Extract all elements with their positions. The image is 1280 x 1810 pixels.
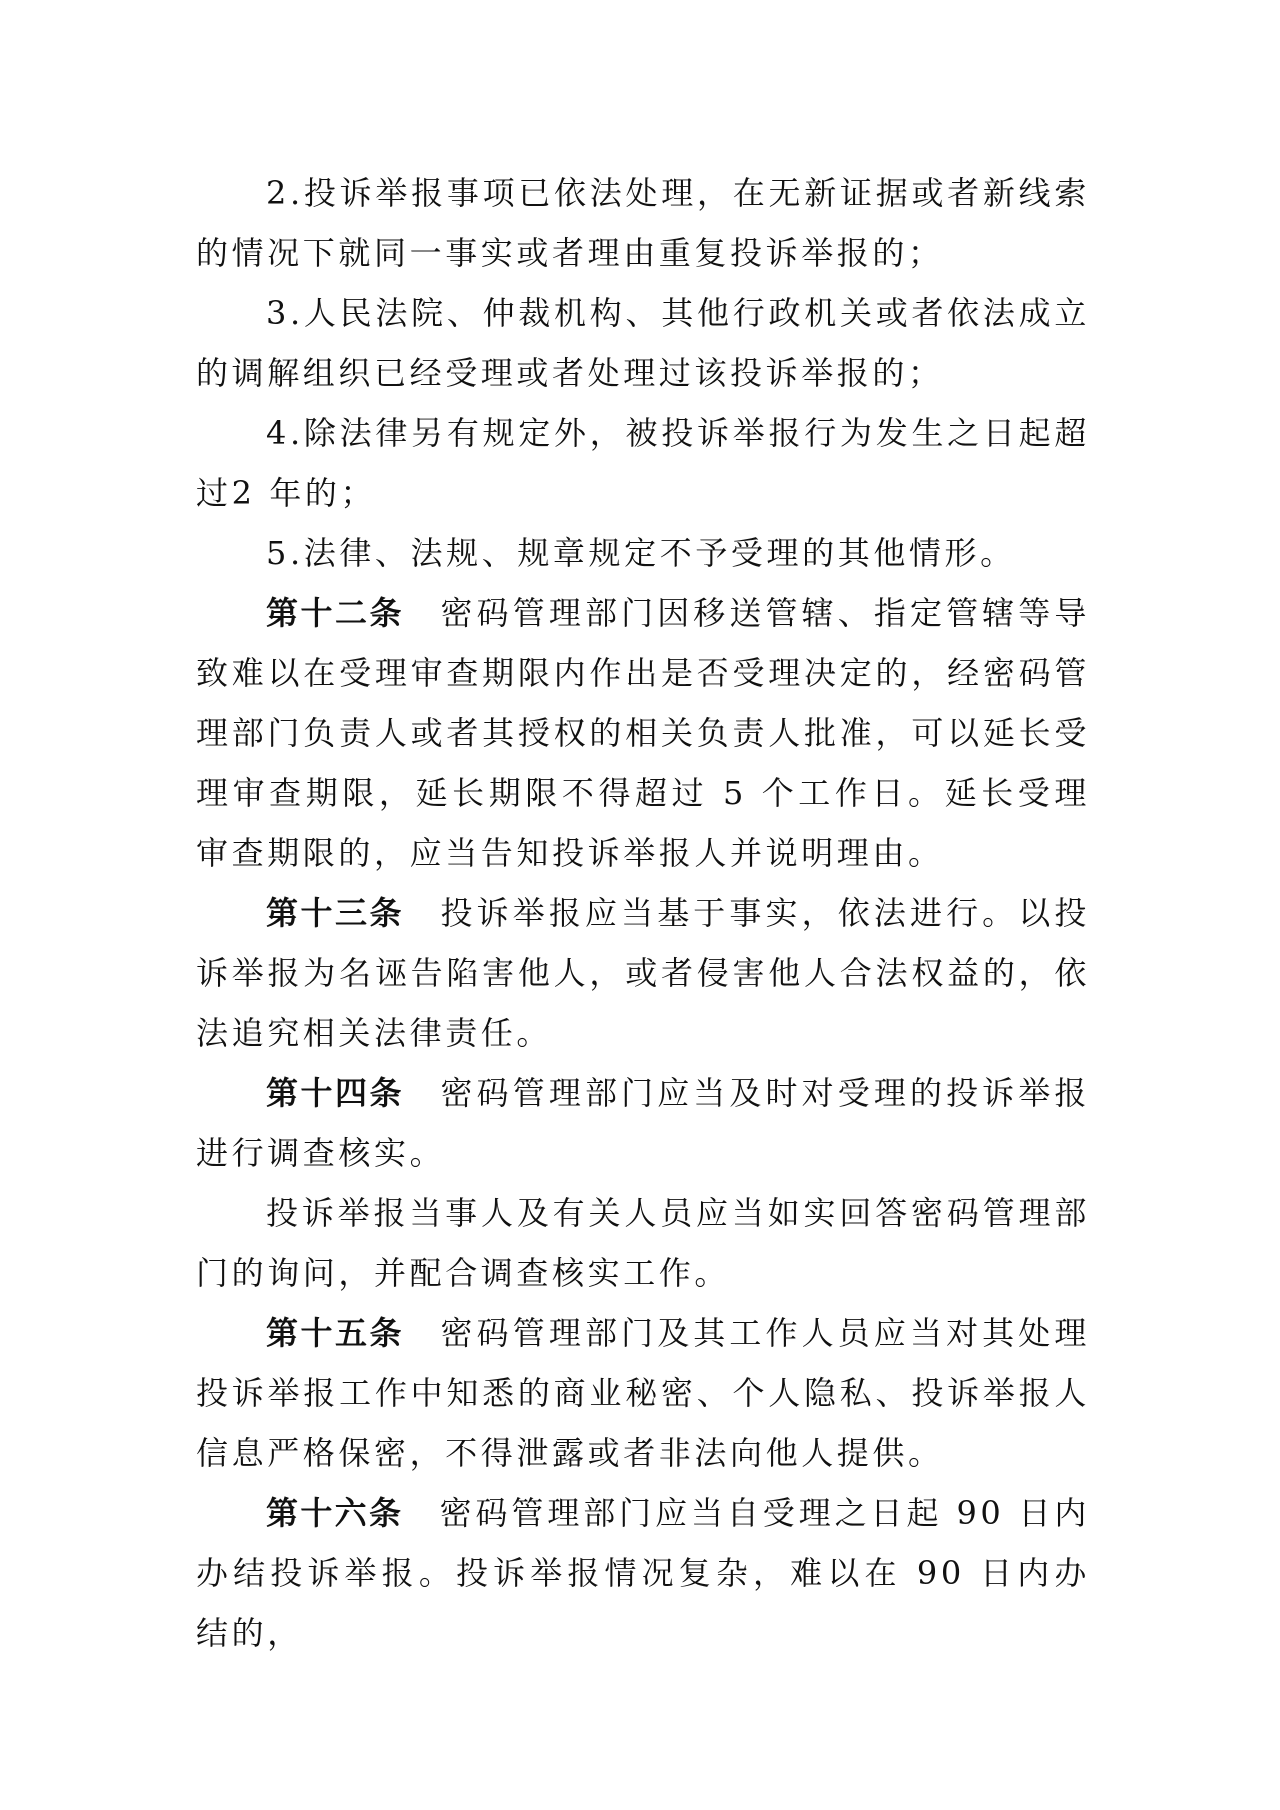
- article-13-body: 投诉举报应当基于事实，依法进行。以投诉举报为名诬告陷害他人，或者侵害他人合法权益的，依法追究相关法律责任。: [196, 894, 1090, 1052]
- article-14-title: 第十四条: [266, 1074, 405, 1112]
- article-13-title: 第十三条: [266, 894, 405, 932]
- article-15-body: 密码管理部门及其工作人员应当对其处理投诉举报工作中知悉的商业秘密、个人隐私、投诉举报人信息严格保密，不得泄露或者非法向他人提供。: [196, 1314, 1090, 1472]
- article-13: [196, 883, 1090, 1063]
- article-16-body: 密码管理部门应当自受理之日起 90 日内办结投诉举报。投诉举报情况复杂，难以在 90 日内办结的，: [196, 1494, 1090, 1652]
- list-item-3: 3.人民法院、仲裁机构、其他行政机关或者依法成立的调解组织已经受理或者处理过该投诉举报的；: [196, 294, 1090, 392]
- document-page: [196, 163, 1090, 1663]
- article-15: [196, 1303, 1090, 1483]
- list-item-4: 4.除法律另有规定外，被投诉举报行为发生之日起超过2 年的；: [196, 414, 1090, 512]
- article-12-body: 密码管理部门因移送管辖、指定管辖等导致难以在受理审查期限内作出是否受理决定的，经密码管理部门负责人或者其授权的相关负责人批准，可以延长受理审查期限，延长期限不得超过 5 个工作日。延长受理审查期限的，应当告知投诉举报人并说明理由。: [196, 594, 1090, 872]
- article-14: [196, 1063, 1090, 1183]
- article-16: [196, 1483, 1090, 1663]
- article-15-title: 第十五条: [266, 1314, 405, 1352]
- article-14-paragraph-2: 投诉举报当事人及有关人员应当如实回答密码管理部门的询问，并配合调查核实工作。: [196, 1194, 1090, 1292]
- article-12-title: 第十二条: [266, 594, 405, 632]
- article-12: [196, 583, 1090, 883]
- list-item-5: 5.法律、法规、规章规定不予受理的其他情形。: [266, 534, 1016, 572]
- article-14-body: 密码管理部门应当及时对受理的投诉举报进行调查核实。: [196, 1074, 1090, 1172]
- article-16-title: 第十六条: [266, 1494, 404, 1532]
- list-item-2: 2.投诉举报事项已依法处理，在无新证据或者新线索的情况下就同一事实或者理由重复投诉举报的；: [196, 174, 1090, 272]
